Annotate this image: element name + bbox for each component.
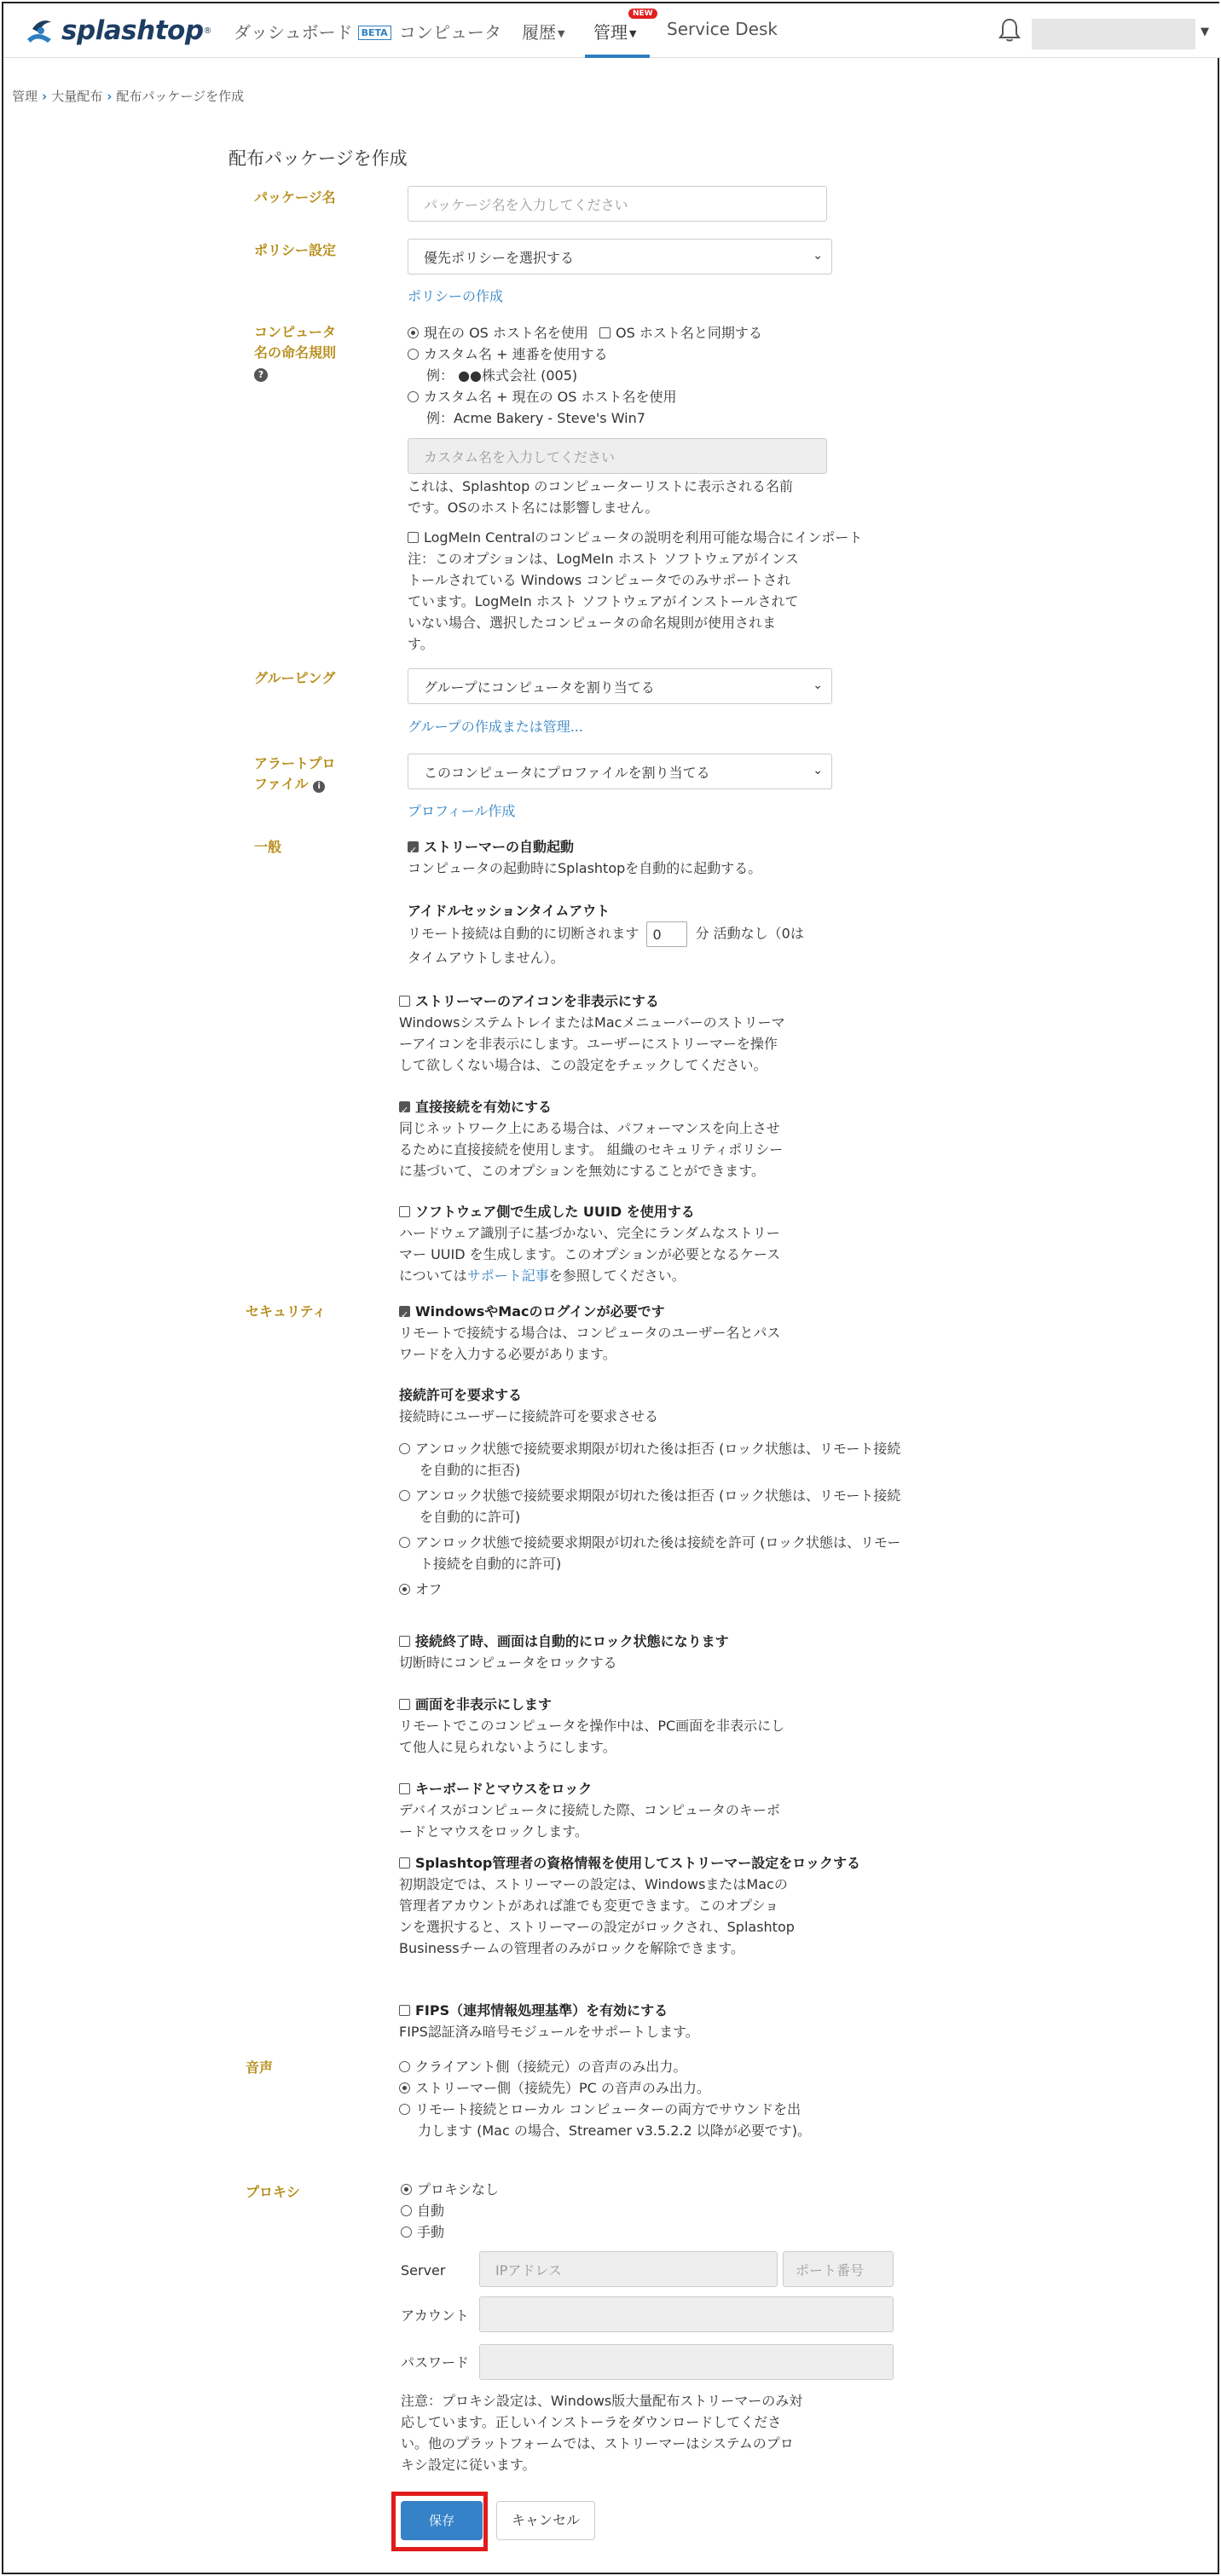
audio-option-both[interactable]	[399, 2099, 811, 2141]
proxy-option-auto[interactable]	[401, 2200, 444, 2221]
proxy-option-manual[interactable]	[401, 2221, 444, 2243]
audio-opt3-line1: リモート接続とローカル コンピューターの両方でサウンドを出	[415, 2101, 801, 2117]
help-icon[interactable]: ?	[254, 368, 268, 382]
chevron-down-icon[interactable]: ▼	[1201, 26, 1209, 38]
fips-option[interactable]	[399, 2000, 699, 2042]
grouping-label: グルーピング	[254, 670, 336, 686]
new-badge: NEW	[628, 9, 657, 19]
sync-os-host-checkbox[interactable]	[599, 327, 610, 338]
permission-option-3[interactable]	[399, 1532, 900, 1574]
brand-logo[interactable]	[22, 14, 212, 48]
request-permission-section	[399, 1384, 658, 1427]
proxy-radio-none[interactable]	[401, 2184, 412, 2195]
permission-option-off[interactable]	[399, 1579, 443, 1600]
uuid-line3-pre: については	[399, 1268, 467, 1284]
breadcrumb-separator-icon: ›	[42, 89, 48, 104]
proxy-opt2-label: 自動	[417, 2203, 445, 2219]
info-icon[interactable]: i	[313, 781, 325, 793]
permission-opt3-line1: アンロック状態で接続要求期限が切れた後は接続を許可 (ロック状態は、リモー	[415, 1534, 901, 1551]
audio-radio-streamer[interactable]	[399, 2082, 410, 2094]
logmein-checkbox[interactable]	[408, 532, 419, 543]
naming-note-line1: これは、Splashtop のコンピューターリストに表示される名前	[408, 478, 794, 494]
naming-note-line2: です。OSのホスト名には影響しません。	[408, 500, 659, 516]
permission-opt4-label: オフ	[415, 1581, 443, 1597]
naming-option-os-host[interactable]	[408, 322, 762, 344]
audio-opt3-line2: 力します (Mac の場合、Streamer v3.5.2.2 以降が必要です)。	[418, 2123, 811, 2139]
lock-keyboard-mouse-option[interactable]	[399, 1778, 780, 1842]
lock-keyboard-mouse-line1: デバイスがコンピュータに接続した際、コンピュータのキーボ	[399, 1802, 780, 1818]
admin-lock-line2: 管理者アカウントがあれば誰でも変更できます。このオプショ	[399, 1897, 779, 1914]
proxy-option-none[interactable]	[401, 2179, 499, 2200]
naming-option-custom-serial[interactable]	[408, 344, 608, 365]
alert-label-line2: ファイル	[254, 776, 309, 792]
bell-icon[interactable]	[998, 17, 1021, 43]
breadcrumb-current: 配布パッケージを作成	[116, 89, 245, 104]
os-login-title: WindowsやMacのログインが必要です	[415, 1303, 665, 1320]
permission-opt1-line1: アンロック状態で接続要求期限が切れた後は拒否 (ロック状態は、リモート接続	[415, 1441, 901, 1457]
package-name-label: パッケージ名	[254, 189, 336, 205]
proxy-radio-auto[interactable]	[401, 2205, 412, 2216]
nav-admin[interactable]	[593, 19, 636, 43]
alert-profile-label	[254, 754, 336, 794]
fips-title: FIPS（連邦情報処理基準）を有効にする	[415, 2002, 668, 2019]
lock-keyboard-mouse-checkbox[interactable]	[399, 1783, 410, 1794]
user-account-menu[interactable]	[1032, 19, 1195, 49]
admin-lock-title: Splashtop管理者の資格情報を使用してストリーマー設定をロックする	[415, 1855, 860, 1871]
admin-lock-checkbox[interactable]	[399, 1857, 410, 1868]
permission-opt3-line2: ト接続を自動的に許可)	[420, 1556, 562, 1572]
direct-connection-checkbox[interactable]	[399, 1101, 410, 1112]
chevron-down-icon: ⌄	[813, 764, 823, 777]
page-title: 配布パッケージを作成	[229, 148, 408, 169]
alert-label-line1: アラートプロ	[254, 755, 336, 771]
permission-option-2[interactable]	[399, 1485, 900, 1528]
policy-label: ポリシー設定	[254, 242, 337, 258]
admin-lock-line1: 初期設定では、ストリーマーの設定は、WindowsまたはMacの	[399, 1876, 788, 1892]
proxy-opt3-label: 手動	[417, 2224, 445, 2240]
proxy-note-line2: 応しています。正しいインストーラをダウンロードしてくださ	[401, 2414, 782, 2430]
uuid-option[interactable]	[399, 1201, 780, 1286]
breadcrumb-separator-icon: ›	[107, 89, 113, 104]
logmein-note-line5: いない場合、選択したコンピュータの命名規則が使用されま	[408, 615, 777, 631]
save-button[interactable]: 保存	[401, 2501, 483, 2540]
naming-label-line2: 名の命名規則	[254, 344, 337, 361]
proxy-note-line1: 注意：プロキシ設定は、Windows版大量配布ストリーマーのみ対	[401, 2393, 803, 2409]
logmein-label: LogMeIn Centralのコンピュータの説明を利用可能な場合にインポート	[424, 529, 863, 546]
direct-connection-title: 直接接続を有効にする	[415, 1099, 553, 1115]
admin-lock-option[interactable]	[399, 1852, 860, 1959]
nav-computers[interactable]: コンピュータ	[399, 22, 501, 43]
nav-dashboard-label: ダッシュボード	[234, 22, 353, 43]
idle-timeout-post: 分 活動なし（0は	[695, 925, 804, 942]
logmein-note-line6: す。	[408, 636, 434, 652]
beta-badge: BETA	[358, 26, 391, 40]
proxy-note	[401, 2390, 802, 2475]
top-navigation-bar	[3, 3, 1221, 58]
permission-option-1[interactable]	[399, 1438, 900, 1481]
fips-desc: FIPS認証済み暗号モジュールをサポートします。	[399, 2024, 699, 2040]
chevron-down-icon: ▼	[629, 28, 637, 39]
naming-label-line1: コンピュータ	[254, 324, 337, 340]
uuid-title: ソフトウェア側で生成した UUID を使用する	[415, 1204, 695, 1220]
autostart-title: ストリーマーの自動起動	[424, 839, 575, 855]
grouping-select-value: グループにコンピュータを割り当てる	[424, 679, 655, 696]
audio-radio-client[interactable]	[399, 2061, 410, 2072]
create-profile-link[interactable]: プロフィール作成	[408, 803, 516, 819]
autostart-checkbox[interactable]	[408, 841, 419, 852]
idle-timeout-pre: リモート接続は自動的に切断されます	[408, 925, 639, 942]
hide-icon-line2: ーアイコンを非表示にします。ユーザーにストリーマーを操作	[399, 1036, 778, 1052]
direct-connection-line3: に基づいて、このオプションを無効にすることができます。	[399, 1163, 765, 1179]
audio-opt2-label: ストリーマー側（接続先）PC の音声のみ出力。	[415, 2080, 710, 2096]
blank-screen-checkbox[interactable]	[399, 1699, 410, 1710]
breadcrumb	[12, 87, 244, 105]
idle-timeout-input[interactable]: 0	[646, 921, 687, 947]
request-permission-title: 接続許可を要求する	[399, 1387, 523, 1403]
uuid-line2: マー UUID を生成します。このオプションが必要となるケース	[399, 1246, 781, 1262]
trademark: ®	[203, 26, 212, 36]
blank-screen-line2: て他人に見られないようにします。	[399, 1739, 616, 1755]
security-label: セキュリティ	[246, 1303, 327, 1320]
uuid-checkbox[interactable]	[399, 1206, 410, 1217]
radio-os-host[interactable]	[408, 327, 419, 338]
blank-screen-line1: リモートでこのコンピュータを操作中は、PC画面を非表示にし	[399, 1718, 785, 1734]
idle-timeout-post2: タイムアウトしません）。	[408, 950, 564, 966]
cancel-button[interactable]: キャンセル	[496, 2501, 595, 2540]
lock-keyboard-mouse-line2: ードとマウスをロックします。	[399, 1823, 588, 1840]
hide-icon-title: ストリーマーのアイコンを非表示にする	[415, 993, 659, 1009]
proxy-port-input[interactable]: ポート番号	[783, 2251, 894, 2287]
logmein-note-line3: トールされている Windows コンピュータでのみサポートされ	[408, 572, 791, 588]
permission-radio-2[interactable]	[399, 1490, 410, 1501]
grouping-manage-link[interactable]: グループの作成または管理...	[408, 719, 583, 735]
naming-opt1-label: 現在の OS ホスト名を使用	[424, 325, 588, 341]
idle-timeout-title: アイドルセッションタイムアウト	[408, 903, 610, 919]
naming-opt3-label: カスタム名 + 現在の OS ホスト名を使用	[424, 389, 677, 405]
permission-opt1-line2: を自動的に拒否)	[420, 1462, 521, 1478]
lock-on-disconnect-option[interactable]	[399, 1631, 729, 1673]
os-login-line1: リモートで接続する場合は、コンピュータのユーザー名とパス	[399, 1325, 781, 1341]
lock-keyboard-mouse-title: キーボードとマウスをロック	[415, 1781, 593, 1797]
logmein-note-line4: ています。LogMeIn ホスト ソフトウェアがインストールされて	[408, 593, 799, 609]
os-login-checkbox[interactable]	[399, 1306, 410, 1317]
nav-history-label: 履歴	[522, 22, 556, 43]
lock-on-disconnect-title: 接続終了時、画面は自動的にロック状態になります	[415, 1633, 729, 1649]
proxy-ip-input[interactable]: IPアドレス	[479, 2251, 778, 2287]
active-nav-indicator	[585, 55, 650, 58]
admin-lock-line3: ンを選択すると、ストリーマーの設定がロックされ、Splashtop	[399, 1919, 795, 1935]
os-login-line2: ワードを入力する必要があります。	[399, 1346, 616, 1362]
proxy-server-label: Server	[401, 2262, 446, 2279]
lock-on-disconnect-checkbox[interactable]	[399, 1636, 410, 1647]
admin-lock-line4: Businessチームの管理者のみがロックを解除できます。	[399, 1940, 744, 1956]
alert-select-value: このコンピュータにプロファイルを割り当てる	[424, 765, 710, 781]
permission-radio-3[interactable]	[399, 1537, 410, 1548]
proxy-note-line4: キシ設定に従います。	[401, 2457, 536, 2473]
audio-option-client[interactable]	[399, 2056, 686, 2077]
proxy-account-label: アカウント	[401, 2307, 469, 2324]
radio-custom-serial[interactable]	[408, 349, 419, 360]
proxy-password-input[interactable]	[479, 2344, 894, 2380]
proxy-note-line3: い。他のプラットフォームでは、ストリーマーはシステムのプロ	[401, 2435, 794, 2452]
hide-icon-line1: WindowsシステムトレイまたはMacメニューバーのストリーマ	[399, 1014, 785, 1031]
logmein-option[interactable]	[408, 527, 862, 655]
idle-timeout-section	[408, 900, 804, 968]
support-article-link[interactable]: サポート記事	[466, 1268, 549, 1284]
audio-label: 音声	[246, 2059, 274, 2076]
autostart-desc: コンピュータの起動時にSplashtopを自動的に起動する。	[408, 860, 762, 876]
grouping-select[interactable]	[408, 668, 832, 704]
permission-radio-off[interactable]	[399, 1584, 410, 1595]
lock-on-disconnect-desc: 切断時にコンピュータをロックする	[399, 1655, 617, 1671]
splashtop-logo-icon	[22, 14, 56, 48]
autostart-option[interactable]	[408, 836, 761, 879]
uuid-line1: ハードウェア識別子に基づかない、完全にランダムなストリー	[399, 1225, 780, 1241]
hide-icon-checkbox[interactable]	[399, 996, 410, 1007]
hide-icon-line3: して欲しくない場合は、この設定をチェックしてください。	[399, 1057, 767, 1073]
nav-history[interactable]	[522, 19, 564, 43]
brand-name: splashtop	[61, 15, 204, 46]
request-permission-desc: 接続時にユーザーに接続許可を要求させる	[399, 1408, 659, 1424]
naming-label	[254, 322, 336, 384]
permission-opt2-line2: を自動的に許可)	[420, 1509, 521, 1525]
proxy-account-input[interactable]	[479, 2296, 894, 2332]
policy-select-value: 優先ポリシーを選択する	[424, 250, 575, 266]
nav-dashboard[interactable]	[234, 19, 391, 43]
chevron-down-icon: ⌄	[813, 679, 823, 692]
direct-connection-option[interactable]	[399, 1096, 783, 1181]
direct-connection-line2: るために直接接続を使用します。 組織のセキュリティポリシー	[399, 1141, 784, 1158]
proxy-radio-manual[interactable]	[401, 2227, 412, 2238]
policy-select[interactable]	[408, 239, 832, 274]
permission-opt2-line1: アンロック状態で接続要求期限が切れた後は拒否 (ロック状態は、リモート接続	[415, 1487, 901, 1504]
naming-option-custom-host[interactable]	[408, 386, 677, 407]
uuid-line3-post: を参照してください。	[548, 1268, 686, 1284]
nav-admin-label: 管理	[593, 22, 628, 43]
create-policy-link[interactable]: ポリシーの作成	[408, 288, 504, 304]
naming-opt2-example: 例： ●●株式会社 (005)	[426, 367, 578, 384]
naming-opt2-label: カスタム名 + 連番を使用する	[424, 346, 608, 362]
general-label: 一般	[254, 839, 282, 855]
logmein-note-line2: 注：このオプションは、LogMeIn ホスト ソフトウェアがインス	[408, 551, 799, 567]
naming-opt1-sync-label: OS ホスト名と同期する	[616, 325, 762, 341]
chevron-down-icon: ▼	[558, 28, 565, 39]
permission-radio-1[interactable]	[399, 1443, 410, 1454]
naming-opt3-example: 例：Acme Bakery - Steve's Win7	[426, 410, 645, 426]
hide-icon-option[interactable]	[399, 991, 785, 1076]
blank-screen-title: 画面を非表示にします	[415, 1696, 553, 1713]
breadcrumb-admin[interactable]: 管理	[12, 89, 38, 104]
audio-opt1-label: クライアント側（接続元）の音声のみ出力。	[415, 2059, 687, 2075]
audio-option-streamer[interactable]	[399, 2077, 710, 2099]
direct-connection-line1: 同じネットワーク上にある場合は、パフォーマンスを向上させ	[399, 1120, 780, 1136]
blank-screen-option[interactable]	[399, 1694, 784, 1758]
alert-profile-select[interactable]	[408, 754, 832, 789]
radio-custom-host[interactable]	[408, 391, 419, 402]
fips-checkbox[interactable]	[399, 2005, 410, 2016]
proxy-label: プロキシ	[246, 2184, 300, 2200]
package-name-input[interactable]: パッケージ名を入力してください	[408, 186, 827, 222]
os-login-option[interactable]	[399, 1301, 780, 1365]
chevron-down-icon: ⌄	[813, 249, 823, 263]
audio-radio-both[interactable]	[399, 2104, 410, 2115]
proxy-opt1-label: プロキシなし	[417, 2181, 499, 2198]
page-frame	[2, 2, 1219, 2574]
nav-service-desk[interactable]: Service Desk	[667, 19, 778, 39]
custom-name-input[interactable]: カスタム名を入力してください	[408, 438, 827, 474]
breadcrumb-mass-deployment[interactable]: 大量配布	[51, 89, 103, 104]
naming-note	[408, 476, 793, 518]
proxy-password-label: パスワード	[401, 2354, 470, 2371]
